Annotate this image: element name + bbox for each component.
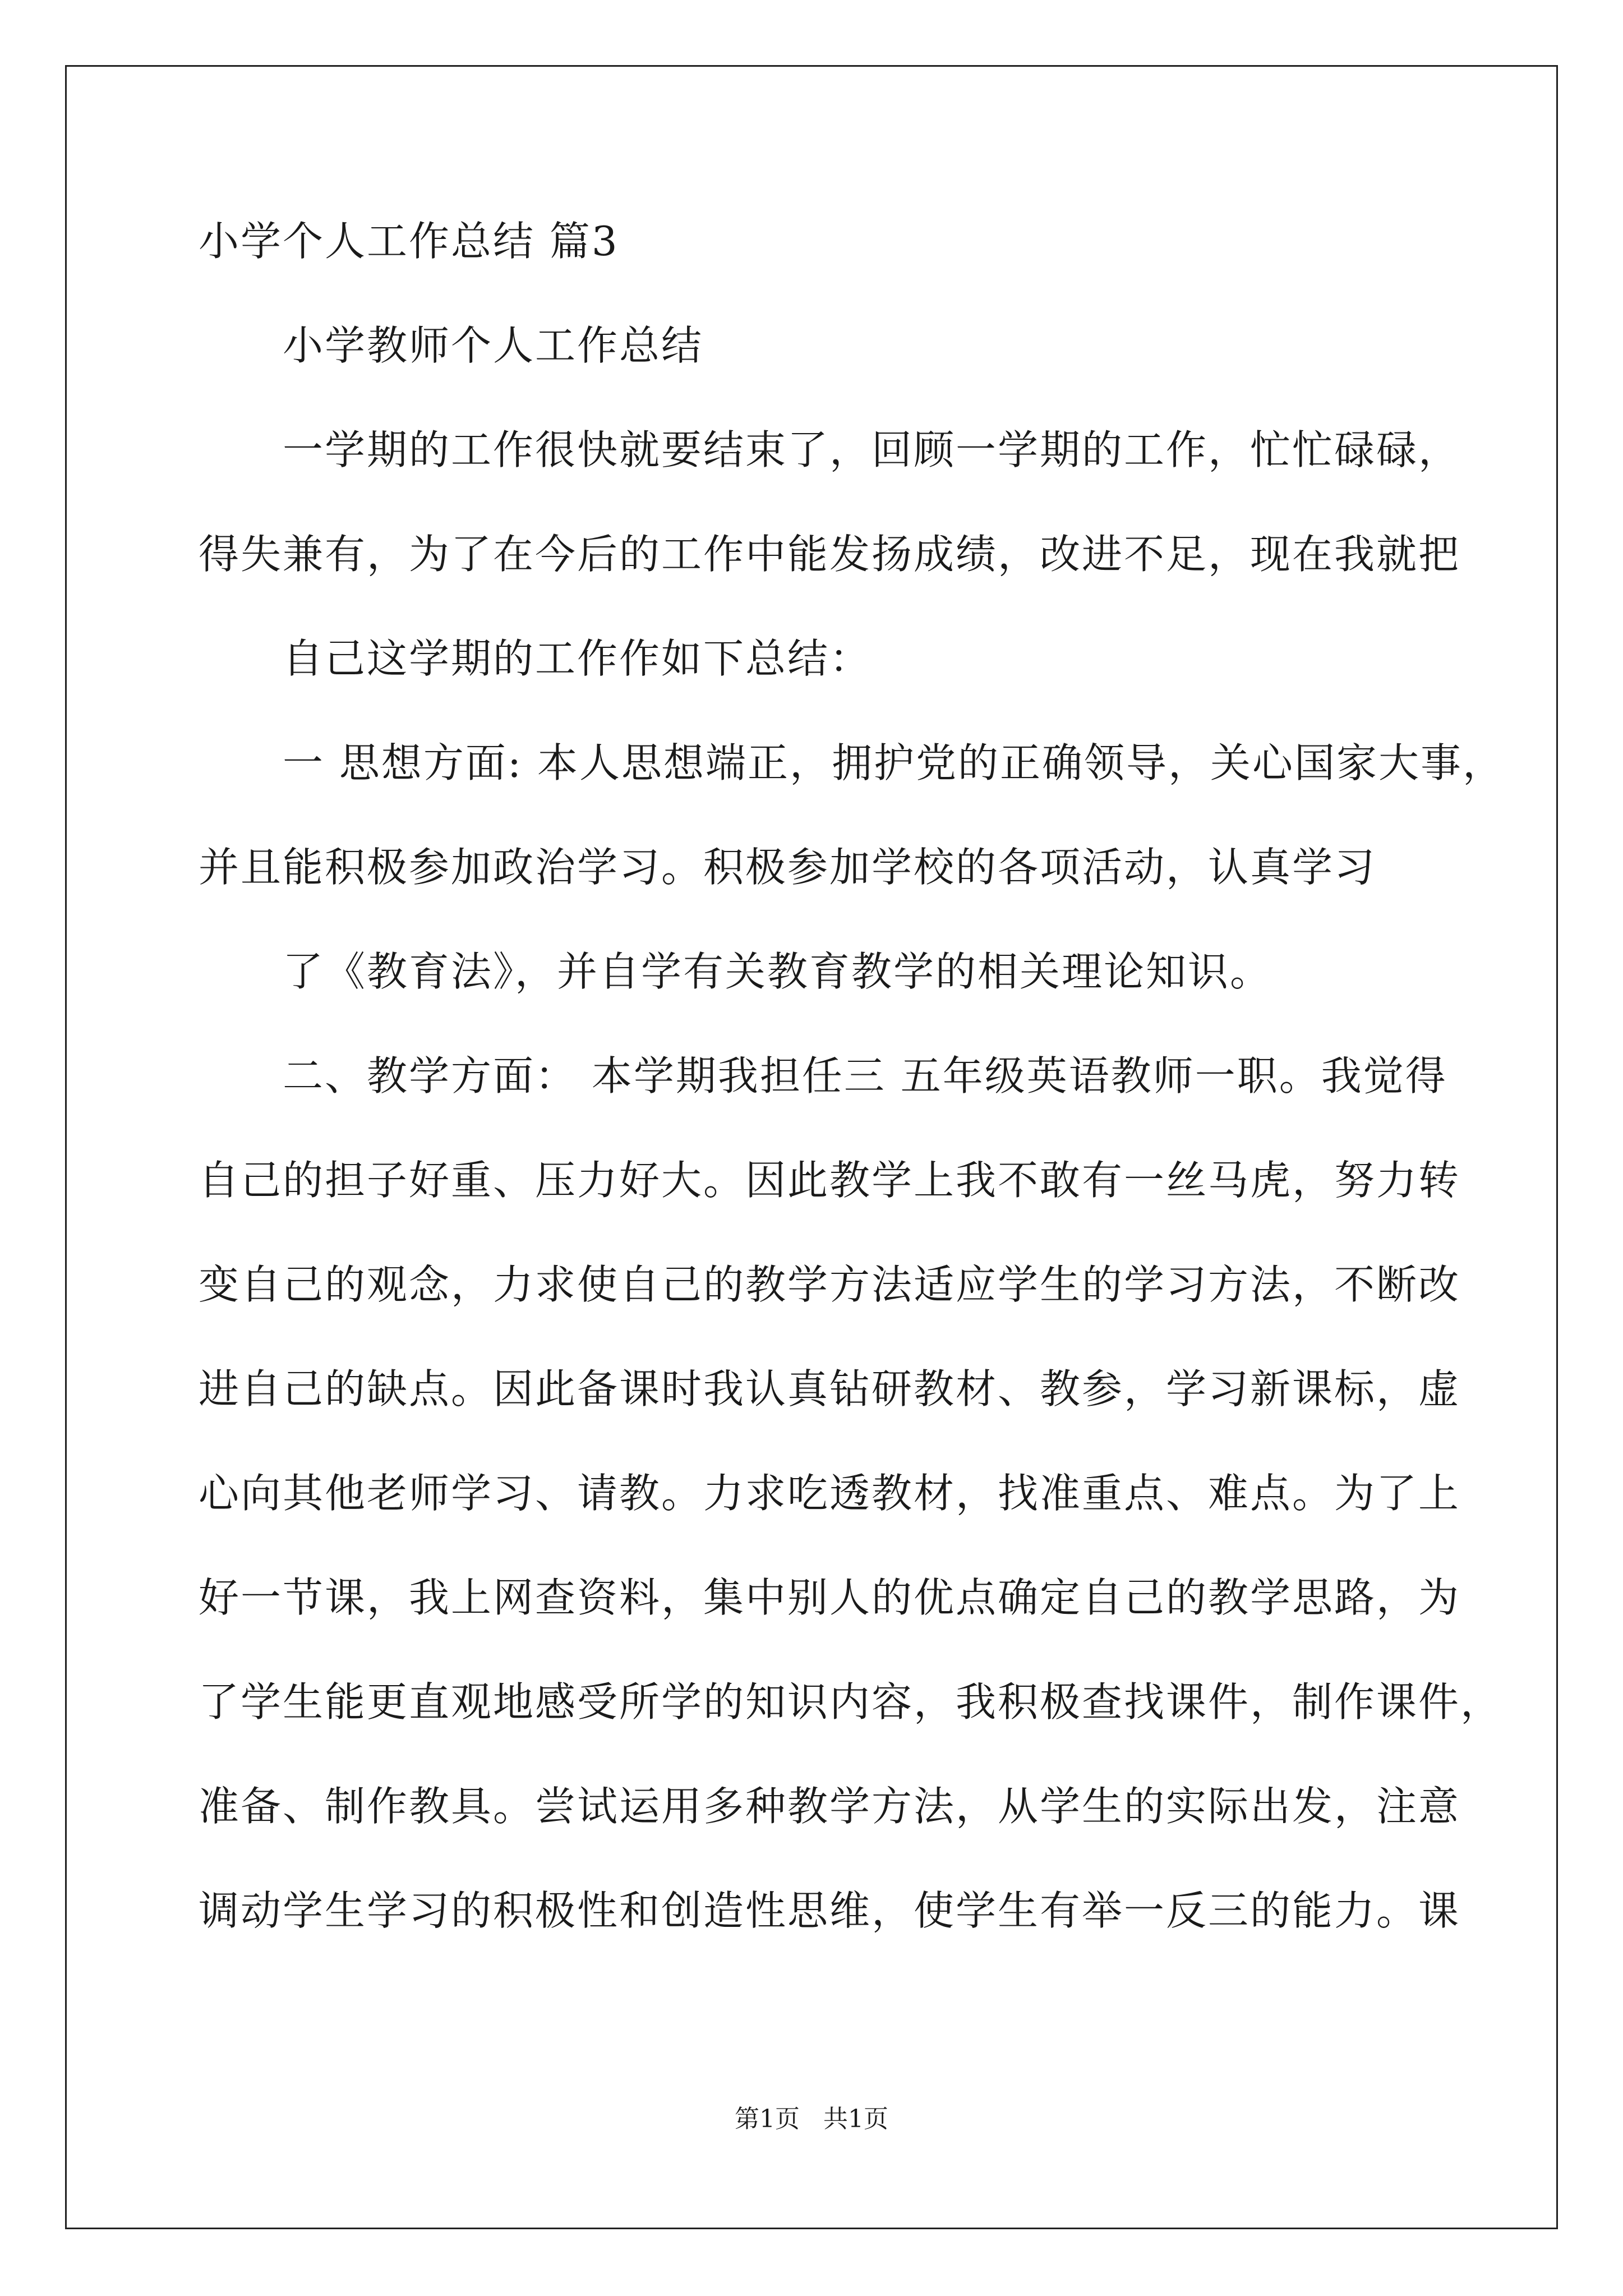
text-line: 一学期的工作很快就要结束了，回顾一学期的工作，忙忙碌碌， (283, 426, 1461, 473)
text-line: 得失兼有，为了在今后的工作中能发扬成绩，改进不足，现在我就把 (199, 531, 1461, 578)
text-line: 变自己的观念，力求使自己的教学方法适应学生的学习方法，不断改 (199, 1261, 1461, 1308)
document-heading: 小学个人工作总结 篇3 (199, 218, 619, 265)
text-line: 进自己的缺点。因此备课时我认真钻研教材、教参，学习新课标，虚 (199, 1365, 1461, 1412)
text-line: 自己这学期的工作作如下总结： (283, 635, 872, 682)
text-line: 自己的担子好重、压力好大。因此教学上我不敢有一丝马虎，努力转 (199, 1157, 1461, 1204)
text-line: 好一节课，我上网查资料，集中别人的优点确定自己的教学思路，为 (199, 1574, 1461, 1621)
document-subheading: 小学教师个人工作总结 (283, 322, 704, 369)
text-line: 二、教学方面： 本学期我担任三 五年级英语教师一职。我觉得 (283, 1052, 1447, 1099)
page-number: 第1页 共1页 (735, 2105, 888, 2133)
text-line: 一 思想方面: 本人思想端正，拥护党的正确领导，关心国家大事， (283, 739, 1505, 786)
text-line: 了《教育法》，并自学有关教育教学的相关理论知识。 (283, 948, 1272, 995)
text-line: 准备、制作教具。尝试运用多种教学方法，从学生的实际出发，注意 (199, 1783, 1461, 1830)
text-line: 心向其他老师学习、请教。力求吃透教材，找准重点、难点。为了上 (199, 1470, 1461, 1517)
text-line: 了学生能更直观地感受所学的知识内容，我积极查找课件，制作课件， (199, 1678, 1503, 1726)
text-line: 并且能积极参加政治学习。积极参加学校的各项活动，认真学习 (199, 844, 1377, 891)
text-line: 调动学生学习的积极性和创造性思维，使学生有举一反三的能力。课 (199, 1887, 1461, 1934)
